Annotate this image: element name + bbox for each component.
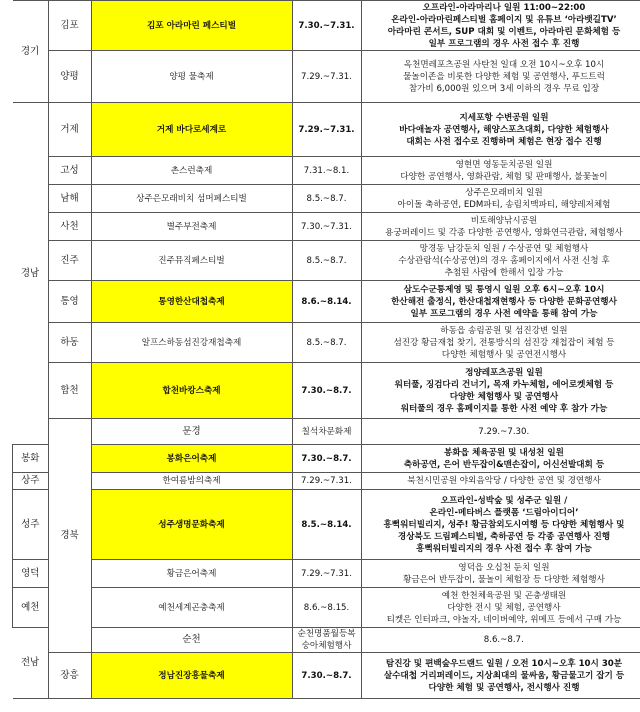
description-line: 상주은모래비치 일원	[465, 187, 543, 198]
region-cell: 경북	[48, 419, 91, 653]
festival-date-cell: 7.29.~7.31.	[292, 560, 361, 588]
description-line: 하동읍 송림공원 및 섬진강변 일원	[440, 325, 568, 336]
description-line: 다양한 체험 및 공연행사, 전시행사 진행	[428, 682, 580, 693]
description-line: 망경동 남강둔치 일원 / 수상공연 및 체험행사	[419, 243, 589, 254]
description-line: 다양한 체험행사 및 공연행사	[449, 391, 559, 402]
festival-row	[13, 560, 640, 588]
festival-row	[13, 363, 640, 419]
festival-description-cell	[361, 241, 640, 281]
description-line: 삼도수군통제영 및 통영시 일원 오후 6시~오후 10시	[403, 284, 605, 295]
description-line: 수상관람석(수상공연)의 경우 홈페이지에서 사전 신청 후	[398, 255, 610, 266]
festival-name-cell: 별주부전축제	[91, 213, 292, 241]
festival-date-cell: 7.29.~7.30.	[361, 419, 640, 445]
description-line: 봉화읍 체육공원 및 내성천 일원	[444, 447, 564, 458]
festival-table	[12, 0, 640, 699]
description-line: 지세포항 수변공원 일원	[459, 112, 549, 123]
festival-date-cell: 7.30.~8.7.	[292, 653, 361, 699]
description-line: 물놀이존을 비롯한 다양한 체험 및 공연행사, 푸드트럭	[403, 71, 605, 82]
festival-description-cell	[361, 185, 640, 213]
festival-description-cell	[361, 323, 640, 363]
city-cell: 예천	[13, 588, 49, 628]
festival-description-cell	[361, 473, 640, 490]
festival-name-cell: 거제 바다로세계로	[91, 103, 292, 157]
festival-table-body	[13, 1, 640, 699]
description-line: 살수대첩 거리퍼레이드, 지상최대의 물싸움, 황금물고기 잡기 등	[383, 670, 625, 681]
festival-row	[13, 473, 640, 490]
festival-description-cell	[361, 281, 640, 323]
festival-name-cell: 예천세계곤충축제	[91, 588, 292, 628]
festival-name-cell: 합천바캉스축제	[91, 363, 292, 419]
festival-description-cell	[361, 445, 640, 473]
description-line: 온라인-아라마린페스티벌 홈페이지 및 유튜브 ‘아라뱃길TV’	[391, 14, 617, 25]
festival-name-cell: 김포 아라마린 페스티벌	[91, 1, 292, 51]
festival-name-cell: 성주생명문화축제	[91, 490, 292, 560]
description-line: 워터풀의 경우 홈페이지를 통한 사전 예약 후 참가 가능	[400, 403, 608, 414]
festival-date-cell: 8.6.~8.15.	[292, 588, 361, 628]
festival-description-cell	[361, 653, 640, 699]
festival-row	[13, 185, 640, 213]
description-line: 워터풀, 징검다리 건너기, 목재 카누체험, 에어로켓체험 등	[394, 379, 614, 390]
festival-name-cell: 통영한산대첩축제	[91, 281, 292, 323]
description-line: 흥뻑워터빌리지의 경우 사전 접수 후 참여 가능	[416, 543, 592, 554]
city-cell: 봉화	[13, 445, 49, 473]
description-line: 흥뻑워터빌리지, 성주! 황금참외도시여행 등 다양한 체험행사 및	[383, 519, 625, 530]
description-line: 영현면 영동둔치공원 일원	[455, 159, 553, 170]
region-cell: 경기	[13, 1, 49, 103]
festival-row	[13, 1, 640, 51]
description-line: 아이돌 축하공연, EDM파티, 송림치맥파티, 해양레저체험	[397, 199, 611, 210]
festival-row	[13, 281, 640, 323]
festival-name-cell: 촌스런축제	[91, 157, 292, 185]
festival-schedule-document	[12, 0, 628, 712]
city-cell: 합천	[48, 363, 91, 419]
festival-date-cell: 7.29.~7.31.	[292, 473, 361, 490]
festival-row	[13, 103, 640, 157]
festival-row	[13, 628, 640, 653]
festival-name-cell: 정남진장흥물축제	[91, 653, 292, 699]
festival-row	[13, 323, 640, 363]
description-line: 옥천면레포츠공원 사탄천 일대 오전 10시~오후 10시	[403, 59, 605, 70]
festival-name-cell: 한여름밤의축제	[91, 473, 292, 490]
festival-row	[13, 241, 640, 281]
festival-description-cell	[361, 1, 640, 51]
city-cell: 영덕	[13, 560, 49, 588]
description-line: 오프라인-아라마리나 일원 11:00~22:00	[422, 2, 586, 13]
description-line: 다양한 공연행사, 영화관람, 체험 및 판매행사, 불꽃놀이	[400, 171, 608, 182]
festival-description-cell	[361, 213, 640, 241]
description-line: 바다애놀자 공연행사, 해양스포츠대회, 다양한 체험행사	[399, 124, 609, 135]
festival-date-cell: 7.29.~7.31.	[292, 103, 361, 157]
region-cell: 전남	[13, 628, 49, 699]
description-line: 예천 한천체육공원 및 곤충생태원	[441, 590, 567, 601]
city-cell: 남해	[48, 185, 91, 213]
festival-name-cell: 양평 물축제	[91, 51, 292, 103]
festival-name-cell: 칠석차문화제	[292, 419, 361, 445]
description-line: 섬진강 황금재첩 찾기, 전통방식의 섬진강 재첩잡이 체험 등	[393, 337, 615, 348]
description-line: 일부 프로그램의 경우 사전 접수 후 진행	[428, 38, 580, 49]
description-line: 온라인-메타버스 플랫폼 ‘드림아이디어’	[429, 507, 579, 518]
festival-date-cell: 7.29.~7.31.	[292, 51, 361, 103]
festival-date-cell: 8.6.~8.14.	[292, 281, 361, 323]
city-cell: 장흥	[48, 653, 91, 699]
festival-row	[13, 157, 640, 185]
festival-description-cell	[361, 490, 640, 560]
festival-date-cell: 8.5.~8.7.	[292, 241, 361, 281]
description-line: 아라마린 콘서트, SUP 대회 및 이벤트, 아라마린 문화체험 등	[387, 26, 621, 37]
festival-description-cell	[361, 157, 640, 185]
festival-description-cell	[361, 51, 640, 103]
description-line: 탐진강 및 편백숲우드랜드 일원 / 오전 10시~오후 10시 30분	[385, 658, 623, 669]
festival-date-cell: 7.30.~8.7.	[292, 363, 361, 419]
description-line: 일부 프로그램의 경우 사전 예약을 통해 참여 가능	[410, 308, 598, 319]
festival-row	[13, 588, 640, 628]
festival-row	[13, 445, 640, 473]
description-line: 비토해양낚시공원	[470, 215, 538, 226]
description-line: 경상북도 드림페스티벌, 축하공연 등 각종 공연행사 진행	[397, 531, 611, 542]
festival-name-cell: 순천명품월등복숭아체험행사	[292, 628, 361, 653]
city-cell: 고성	[48, 157, 91, 185]
festival-name-cell: 알프스하동섬진강재첩축제	[91, 323, 292, 363]
city-cell: 문경	[91, 419, 292, 445]
city-cell: 하동	[48, 323, 91, 363]
description-line: 추첨된 사람에 한해서 입장 가능	[444, 267, 564, 278]
description-line: 정양레포츠공원 일원	[465, 367, 543, 378]
city-cell: 상주	[13, 473, 49, 490]
description-line: 티켓은 인터파크, 야놀자, 네이버예약, 위메프 등에서 구매 가능	[386, 614, 622, 625]
description-line: 한산해전 출정식, 한산대첩재현행사 등 다양한 문화공연행사	[391, 296, 617, 307]
city-cell: 성주	[13, 490, 49, 560]
region-cell: 경남	[13, 103, 49, 445]
city-cell: 김포	[48, 1, 91, 51]
festival-date-cell: 8.5.~8.7.	[292, 185, 361, 213]
festival-description-cell	[361, 560, 640, 588]
festival-description-cell	[361, 363, 640, 419]
city-cell: 사천	[48, 213, 91, 241]
festival-row	[13, 51, 640, 103]
description-line: 영덕읍 오십천 둔치 일원	[458, 562, 550, 573]
festival-name-cell: 상주은모래비치 섬머페스티벌	[91, 185, 292, 213]
festival-row	[13, 653, 640, 699]
description-line: 오프라인-성박숲 및 성주군 일원 /	[440, 495, 568, 506]
festival-date-cell: 7.30.~8.7.	[292, 445, 361, 473]
festival-row	[13, 490, 640, 560]
description-line: 용궁퍼레이드 및 각종 다양한 공연행사, 영화연극관람, 체험행사	[385, 227, 623, 238]
festival-name-cell: 봉화은어축제	[91, 445, 292, 473]
description-line: 다양한 체험행사 및 공연전시행사	[441, 349, 567, 360]
description-line: 다양한 전시 및 체험, 공연행사	[447, 602, 561, 613]
festival-name-cell: 황금은어축제	[91, 560, 292, 588]
description-line: 대회는 사전 접수로 진행하며 체험은 현장 접수 진행	[406, 136, 602, 147]
city-cell: 양평	[48, 51, 91, 103]
festival-date-cell: 7.31.~8.1.	[292, 157, 361, 185]
festival-date-cell: 7.30.~7.31.	[292, 1, 361, 51]
description-line: 북천시민공원 야외음악당 / 다양한 공연 및 경연행사	[407, 476, 601, 486]
festival-date-cell: 8.5.~8.14.	[292, 490, 361, 560]
description-line: 축하공연, 은어 반두잡이&맨손잡이, 어신선발대회 등	[403, 459, 605, 470]
festival-row	[13, 213, 640, 241]
description-line: 참가비 6,000원 있으며 3세 이하의 경우 무료 입장	[408, 83, 600, 94]
city-cell: 순천	[91, 628, 292, 653]
festival-row	[13, 419, 640, 445]
city-cell: 진주	[48, 241, 91, 281]
festival-date-cell: 8.6.~8.7.	[361, 628, 640, 653]
festival-description-cell	[361, 588, 640, 628]
description-line: 황금은어 반두잡이, 물놀이 체험장 등 다양한 체험행사	[403, 574, 605, 585]
festival-name-cell: 진주뮤직페스티벌	[91, 241, 292, 281]
festival-description-cell	[361, 103, 640, 157]
festival-date-cell: 7.30.~7.31.	[292, 213, 361, 241]
city-cell: 거제	[48, 103, 91, 157]
festival-date-cell: 8.5.~8.7.	[292, 323, 361, 363]
city-cell: 통영	[48, 281, 91, 323]
